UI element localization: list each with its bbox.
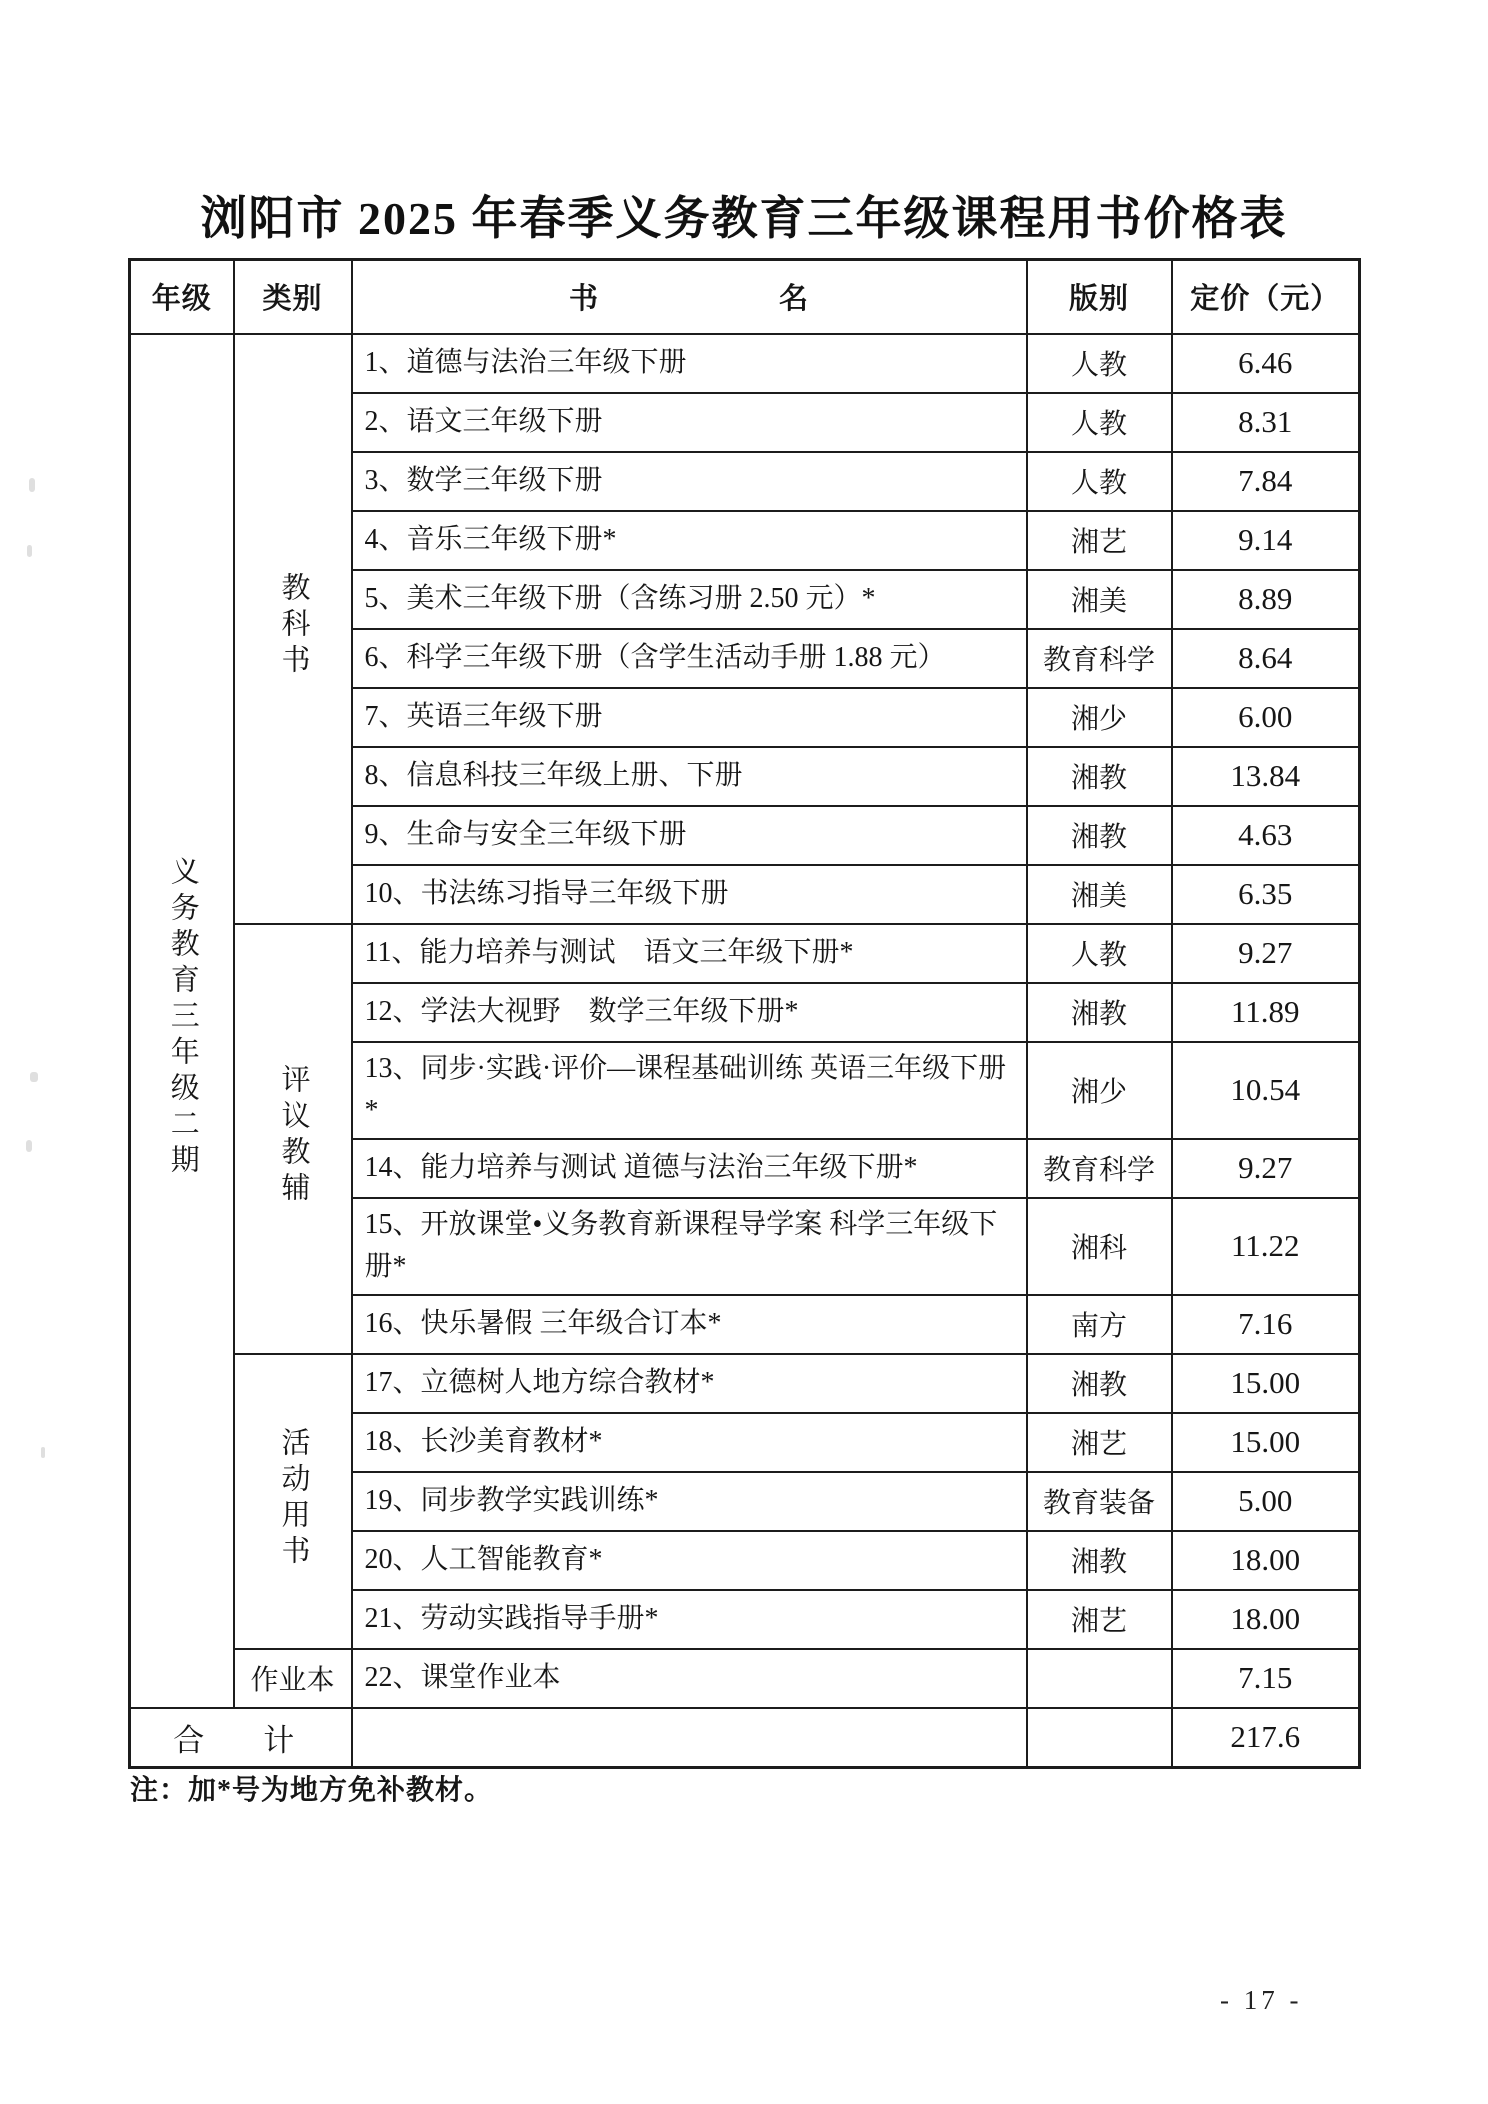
book-name-cell: 7、英语三年级下册: [352, 688, 1027, 747]
price-cell: 15.00: [1172, 1413, 1360, 1472]
publisher-cell: 湘教: [1027, 983, 1172, 1042]
publisher-cell: 湘少: [1027, 688, 1172, 747]
header-publisher: 版别: [1027, 260, 1172, 334]
book-name-cell: 19、同步教学实践训练*: [352, 1472, 1027, 1531]
grade-cell: [130, 334, 234, 1708]
book-name-cell: 6、科学三年级下册（含学生活动手册 1.88 元）: [352, 629, 1027, 688]
table-row: [130, 334, 1360, 393]
price-cell: 9.14: [1172, 511, 1360, 570]
scan-artifact: [41, 1447, 45, 1458]
publisher-cell: 人教: [1027, 924, 1172, 983]
total-empty-publisher-cell: [1027, 1708, 1172, 1768]
total-empty-book-cell: [352, 1708, 1027, 1768]
scan-artifact: [27, 545, 32, 557]
publisher-cell: 湘教: [1027, 1354, 1172, 1413]
price-cell: 10.54: [1172, 1042, 1360, 1139]
publisher-cell: 人教: [1027, 393, 1172, 452]
price-cell: 15.00: [1172, 1354, 1360, 1413]
total-price-cell: 217.6: [1172, 1708, 1360, 1768]
book-name-cell: 11、能力培养与测试 语文三年级下册*: [352, 924, 1027, 983]
price-cell: 8.89: [1172, 570, 1360, 629]
book-name-cell: 8、信息科技三年级上册、下册: [352, 747, 1027, 806]
book-name-cell: 18、长沙美育教材*: [352, 1413, 1027, 1472]
publisher-cell: 南方: [1027, 1295, 1172, 1354]
book-name-cell: 10、书法练习指导三年级下册: [352, 865, 1027, 924]
book-name-cell: 20、人工智能教育*: [352, 1531, 1027, 1590]
total-row: [130, 1708, 1360, 1768]
table-row: [130, 924, 1360, 983]
book-name-cell: 1、道德与法治三年级下册: [352, 334, 1027, 393]
book-name-cell: 12、学法大视野 数学三年级下册*: [352, 983, 1027, 1042]
header-book-name: 书 名: [352, 260, 1027, 334]
publisher-cell: 教育装备: [1027, 1472, 1172, 1531]
price-table: [128, 258, 1361, 1769]
publisher-cell: [1027, 1649, 1172, 1708]
book-name-cell: 2、语文三年级下册: [352, 393, 1027, 452]
price-cell: 6.46: [1172, 334, 1360, 393]
price-cell: 6.35: [1172, 865, 1360, 924]
category-cell: [234, 924, 352, 1354]
book-name-cell: 17、立德树人地方综合教材*: [352, 1354, 1027, 1413]
price-cell: 18.00: [1172, 1590, 1360, 1649]
publisher-cell: 教育科学: [1027, 1139, 1172, 1198]
price-cell: 7.15: [1172, 1649, 1360, 1708]
footnote: 注：加*号为地方免补教材。: [130, 1775, 494, 1806]
page-title: 浏阳市 2025 年春季义务教育三年级课程用书价格表: [200, 193, 1288, 244]
book-name-cell: 21、劳动实践指导手册*: [352, 1590, 1027, 1649]
table-body: [130, 334, 1360, 1768]
publisher-cell: 人教: [1027, 334, 1172, 393]
book-name-cell: 13、同步·实践·评价—课程基础训练 英语三年级下册*: [352, 1042, 1027, 1139]
category-cell: [234, 1649, 352, 1708]
book-name-cell: 16、快乐暑假 三年级合订本*: [352, 1295, 1027, 1354]
grade-label: 义务教育三年级二期: [166, 856, 199, 1180]
header-category: 类别: [234, 260, 352, 334]
publisher-cell: 湘艺: [1027, 511, 1172, 570]
header-grade: 年级: [130, 260, 234, 334]
price-cell: 18.00: [1172, 1531, 1360, 1590]
book-name-cell: 5、美术三年级下册（含练习册 2.50 元）*: [352, 570, 1027, 629]
publisher-cell: 湘美: [1027, 570, 1172, 629]
publisher-cell: 湘科: [1027, 1198, 1172, 1295]
publisher-cell: 湘少: [1027, 1042, 1172, 1139]
price-cell: 7.84: [1172, 452, 1360, 511]
category-label: 评议教辅: [277, 1064, 310, 1208]
category-label: 作业本: [250, 1665, 335, 1696]
price-cell: 8.31: [1172, 393, 1360, 452]
publisher-cell: 湘艺: [1027, 1590, 1172, 1649]
price-cell: 13.84: [1172, 747, 1360, 806]
publisher-cell: 湘教: [1027, 1531, 1172, 1590]
table-row: [130, 1354, 1360, 1413]
scan-artifact: [29, 478, 35, 492]
total-label-cell: 合 计: [130, 1708, 352, 1768]
price-cell: 9.27: [1172, 924, 1360, 983]
price-cell: 4.63: [1172, 806, 1360, 865]
book-name-cell: 22、课堂作业本: [352, 1649, 1027, 1708]
book-name-cell: 3、数学三年级下册: [352, 452, 1027, 511]
publisher-cell: 湘美: [1027, 865, 1172, 924]
publisher-cell: 教育科学: [1027, 629, 1172, 688]
table-row: [130, 1649, 1360, 1708]
table-header-row: [130, 260, 1360, 334]
scan-artifact: [26, 1140, 32, 1152]
category-cell: [234, 1354, 352, 1649]
price-cell: 11.89: [1172, 983, 1360, 1042]
publisher-cell: 湘教: [1027, 806, 1172, 865]
category-label: 教科书: [277, 572, 310, 680]
publisher-cell: 湘艺: [1027, 1413, 1172, 1472]
price-cell: 9.27: [1172, 1139, 1360, 1198]
scan-artifact: [30, 1072, 38, 1082]
price-cell: 8.64: [1172, 629, 1360, 688]
price-cell: 6.00: [1172, 688, 1360, 747]
book-name-cell: 14、能力培养与测试 道德与法治三年级下册*: [352, 1139, 1027, 1198]
publisher-cell: 人教: [1027, 452, 1172, 511]
category-label: 活动用书: [277, 1426, 310, 1571]
publisher-cell: 湘教: [1027, 747, 1172, 806]
category-cell: [234, 334, 352, 924]
book-name-cell: 9、生命与安全三年级下册: [352, 806, 1027, 865]
price-cell: 7.16: [1172, 1295, 1360, 1354]
price-cell: 5.00: [1172, 1472, 1360, 1531]
book-name-cell: 15、开放课堂•义务教育新课程导学案 科学三年级下册*: [352, 1198, 1027, 1295]
book-name-cell: 4、音乐三年级下册*: [352, 511, 1027, 570]
header-price: 定价（元）: [1172, 260, 1360, 334]
page-number: - 17 -: [1220, 1985, 1303, 2015]
price-cell: 11.22: [1172, 1198, 1360, 1295]
